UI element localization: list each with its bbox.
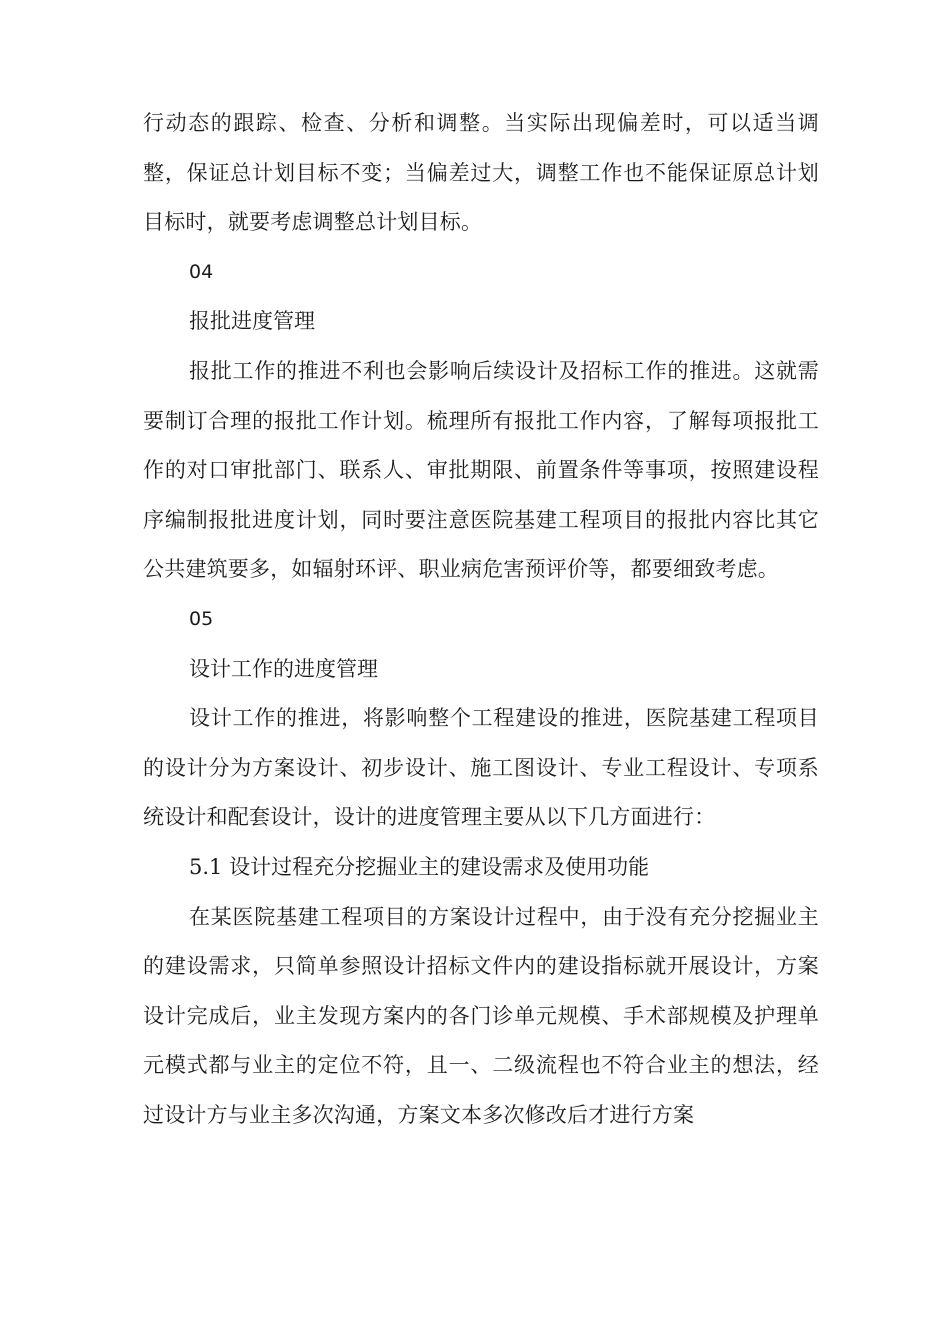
paragraph-continued: 行动态的跟踪、检查、分析和调整。当实际出现偏差时，可以适当调整，保证总计划目标不变；当偏差过大，调整工作也不能保证原总计划目标时，就要考虑调整总计划目标。 xyxy=(143,111,819,235)
subsection-title-5-1: 5.1 设计过程充分挖掘业主的建设需求及使用功能 xyxy=(189,854,650,879)
section-number-05: 05 xyxy=(189,607,214,630)
paragraph-design-progress: 设计工作的推进，将影响整个工程建设的推进，医院基建工程项目的设计分为方案设计、初步设计、施工图设计、专业工程设计、专项系统设计和配套设计，设计的进度管理主要从以下几方面进行： xyxy=(143,706,819,830)
paragraph-approval-progress: 报批工作的推进不利也会影响后续设计及招标工作的推进。这就需要制订合理的报批工作计划。梳理所有报批工作内容，了解每项报批工作的对口审批部门、联系人、审批期限、前置条件等事项，按照建设程序编制报批进度计划，同时要注意医院基建工程项目的报批内容比其它公共建筑要多，如辐射环评、职业病危害预评价等，都要细致考虑。 xyxy=(143,358,819,582)
section-title-design-progress: 设计工作的进度管理 xyxy=(189,656,378,681)
section-title-approval-progress: 报批进度管理 xyxy=(189,309,315,334)
paragraph-5-1: 在某医院基建工程项目的方案设计过程中，由于没有充分挖掘业主的建设需求，只简单参照设计招标文件内的建设指标就开展设计，方案设计完成后，业主发现方案内的各门诊单元规模、手术部规模及护理单元模式都与业主的定位不符，且一、二级流程也不符合业主的想法，经过设计方与业主多次沟通，方案文本多次修改后才进行方案 xyxy=(143,904,819,1127)
document-page xyxy=(143,99,819,1140)
section-number-04: 04 xyxy=(189,260,214,283)
